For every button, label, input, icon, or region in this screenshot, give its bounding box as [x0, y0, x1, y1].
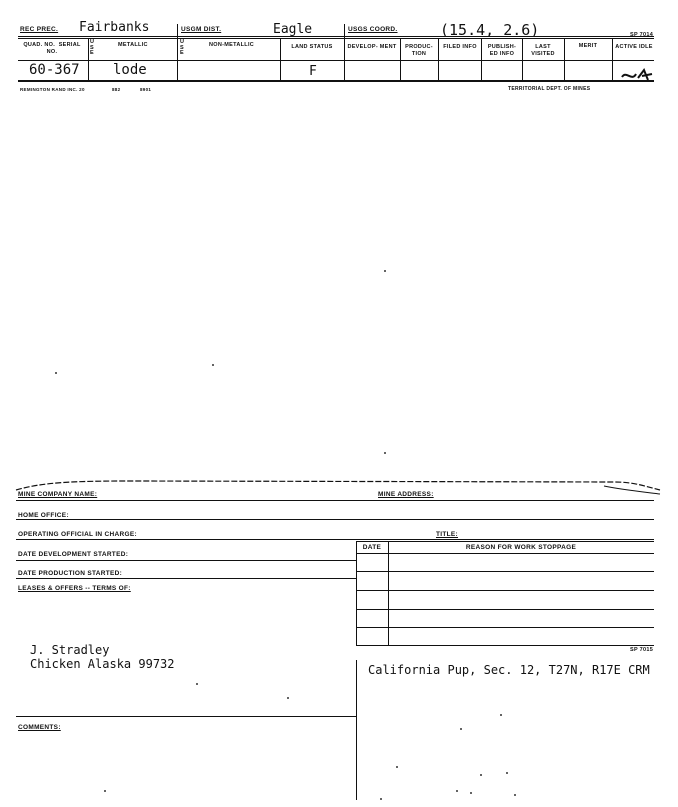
- speck: [506, 772, 508, 774]
- table-row-line: [356, 571, 654, 572]
- quad-no-header: QUAD. NO.: [23, 42, 56, 48]
- mine-company-label: MINE COMPANY NAME:: [18, 491, 98, 498]
- form-number-bottom: SP 7015: [630, 647, 654, 653]
- header-rule: [18, 60, 654, 61]
- table-row-line: [356, 645, 654, 646]
- divider: [16, 716, 356, 717]
- divider: [356, 660, 357, 800]
- speck: [104, 790, 106, 792]
- use-letters-metallic: U S E: [90, 39, 95, 56]
- divider: [16, 560, 356, 561]
- development-header: DEVELOP- MENT: [347, 44, 397, 50]
- divider: [438, 38, 439, 82]
- speck: [212, 364, 214, 366]
- rec-prec-label: REC PREC.: [20, 26, 59, 33]
- print-code-1: 882: [112, 87, 121, 92]
- speck: [470, 792, 472, 794]
- metallic-header: METALLIC: [118, 42, 148, 48]
- speck: [287, 697, 289, 699]
- speck: [456, 790, 458, 792]
- operating-official-label: OPERATING OFFICIAL IN CHARGE:: [18, 531, 137, 538]
- location-text: California Pup, Sec. 12, T27N, R17E CRM: [368, 663, 650, 677]
- published-info-header: PUBLISH- ED INFO: [487, 44, 517, 57]
- production-header: PRODUC- TION: [405, 44, 433, 57]
- last-visited-header: LAST VISITED: [531, 44, 555, 57]
- reason-column-header: REASON FOR WORK STOPPAGE: [465, 544, 577, 551]
- divider: [481, 38, 482, 82]
- date-column-header: DATE: [362, 544, 382, 551]
- divider: [564, 38, 565, 82]
- divider: [88, 38, 89, 82]
- top-rule: [18, 36, 654, 37]
- speck: [460, 728, 462, 730]
- comments-label: COMMENTS:: [18, 724, 61, 731]
- owner-address: Chicken Alaska 99732: [30, 657, 175, 671]
- table-row-line: [356, 627, 654, 628]
- quad-serial-header: [18, 42, 86, 56]
- land-status-value: F: [309, 64, 317, 79]
- bottom-rule: [18, 80, 654, 82]
- divider: [344, 24, 345, 82]
- divider: [400, 38, 401, 82]
- rec-prec-value: Fairbanks: [79, 20, 150, 35]
- divider: [356, 553, 654, 554]
- leases-label: LEASES & OFFERS -- TERMS OF:: [18, 585, 131, 592]
- usgm-dist-value: Eagle: [273, 22, 313, 37]
- divider: [16, 500, 654, 501]
- department-name: TERRITORIAL DEPT. OF MINES: [508, 86, 591, 92]
- use-letters-nonmetallic: U S E: [180, 39, 185, 56]
- table-row-line: [356, 590, 654, 591]
- owner-name: J. Stradley: [30, 643, 110, 657]
- speck: [380, 798, 382, 800]
- active-idle-header: ACTIVE IDLE: [615, 44, 653, 50]
- metallic-value: lode: [113, 62, 147, 78]
- divider: [177, 24, 178, 82]
- handwritten-mark-icon: [618, 64, 658, 84]
- divider: [522, 38, 523, 82]
- usgs-coord-label: USGS COORD.: [348, 26, 398, 33]
- land-status-header: LAND STATUS: [291, 44, 333, 50]
- mine-address-label: MINE ADDRESS:: [378, 491, 434, 498]
- form-number-top: SP 7014: [630, 32, 654, 38]
- date-development-label: DATE DEVELOPMENT STARTED:: [18, 551, 129, 558]
- quad-serial-value: 60-367: [29, 62, 80, 78]
- speck: [396, 766, 398, 768]
- divider: [388, 541, 389, 646]
- printer-credit: REMINGTON RAND INC. 20: [20, 87, 85, 92]
- nonmetallic-header: NON-METALLIC: [209, 42, 255, 48]
- divider: [356, 541, 357, 646]
- top-rule-2: [18, 38, 654, 39]
- divider: [280, 38, 281, 82]
- title-label: TITLE:: [436, 531, 459, 538]
- speck: [514, 794, 516, 796]
- divider: [16, 519, 654, 520]
- divider: [612, 38, 613, 82]
- date-production-label: DATE PRODUCTION STARTED:: [18, 570, 123, 577]
- speck: [55, 372, 57, 374]
- filed-info-header: FILED INFO: [443, 44, 477, 50]
- card-edge: [14, 476, 664, 496]
- speck: [384, 270, 386, 272]
- speck: [500, 714, 502, 716]
- serial-no-header: SERIAL NO.: [46, 42, 81, 55]
- speck: [480, 774, 482, 776]
- speck: [384, 452, 386, 454]
- usgm-dist-label: USGM DIST.: [181, 26, 222, 33]
- merit-header: MERIT: [578, 43, 598, 49]
- print-code-2: 8901: [140, 87, 152, 92]
- speck: [196, 683, 198, 685]
- divider: [16, 539, 654, 540]
- divider: [16, 578, 356, 579]
- divider: [356, 541, 654, 542]
- home-office-label: HOME OFFICE:: [18, 512, 69, 519]
- usgs-coord-value: (15.4, 2.6): [440, 21, 540, 39]
- table-row-line: [356, 609, 654, 610]
